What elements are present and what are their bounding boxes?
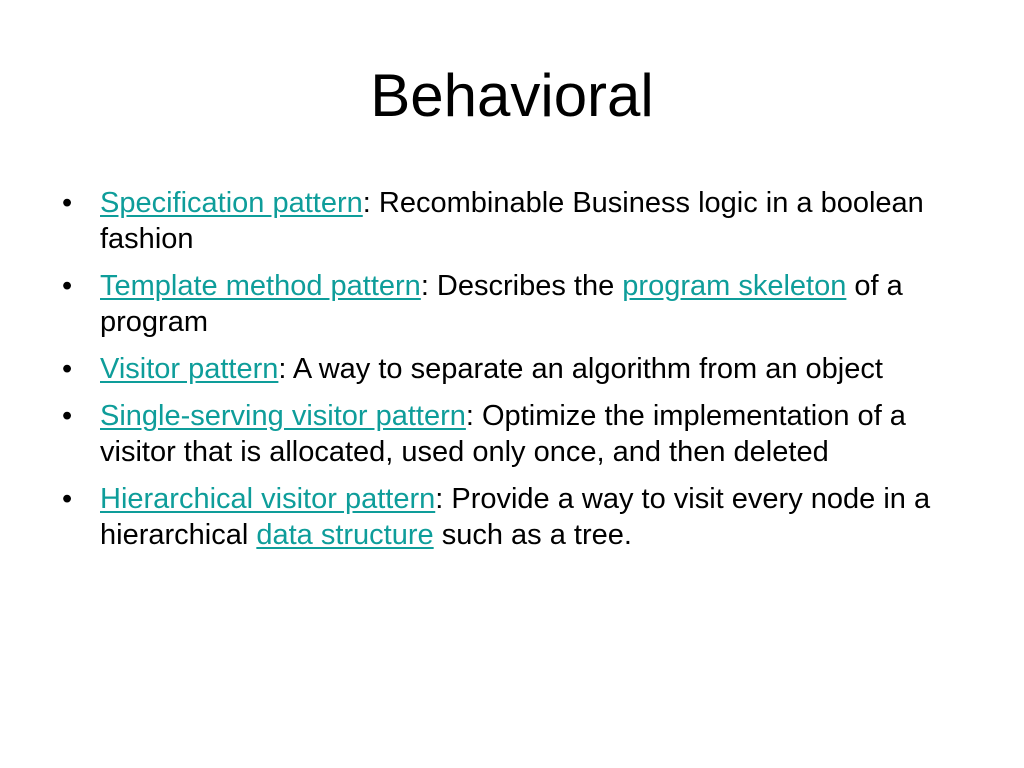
bullet-list <box>60 185 960 564</box>
bullet-text: such as a tree. <box>433 519 632 551</box>
program-skeleton-link[interactable]: program skeleton <box>622 270 847 302</box>
hierarchical-visitor-pattern-link[interactable]: Hierarchical visitor pattern <box>100 483 436 515</box>
specification-pattern-link[interactable]: Specification pattern <box>100 187 363 219</box>
list-item <box>60 268 960 340</box>
data-structure-link[interactable]: data structure <box>256 519 434 551</box>
bullet-icon: • <box>62 270 73 302</box>
bullet-text: : Provide a way to visit every node in a hierarchical <box>100 483 931 551</box>
bullet-text: : Recombinable Business logic in a boolean fashion <box>100 187 924 255</box>
list-item <box>60 351 960 387</box>
bullet-icon: • <box>62 400 73 432</box>
bullet-icon: • <box>62 483 73 515</box>
template-method-pattern-link[interactable]: Template method pattern <box>100 270 421 302</box>
visitor-pattern-link[interactable]: Visitor pattern <box>100 353 279 385</box>
list-item <box>60 185 960 257</box>
slide-title: Behavioral <box>370 62 654 129</box>
bullet-icon: • <box>62 187 73 219</box>
single-serving-visitor-pattern-link[interactable]: Single-serving visitor pattern <box>100 400 466 432</box>
list-item <box>60 398 960 470</box>
bullet-text: : Optimize the implementation of a visitor that is allocated, used only once, and then deleted <box>100 400 906 468</box>
list-item <box>60 481 960 553</box>
bullet-text: : Describes the <box>420 270 623 302</box>
bullet-text: : A way to separate an algorithm from an object <box>278 353 883 385</box>
bullet-icon: • <box>62 353 73 385</box>
bullet-text: of a program <box>100 270 903 338</box>
